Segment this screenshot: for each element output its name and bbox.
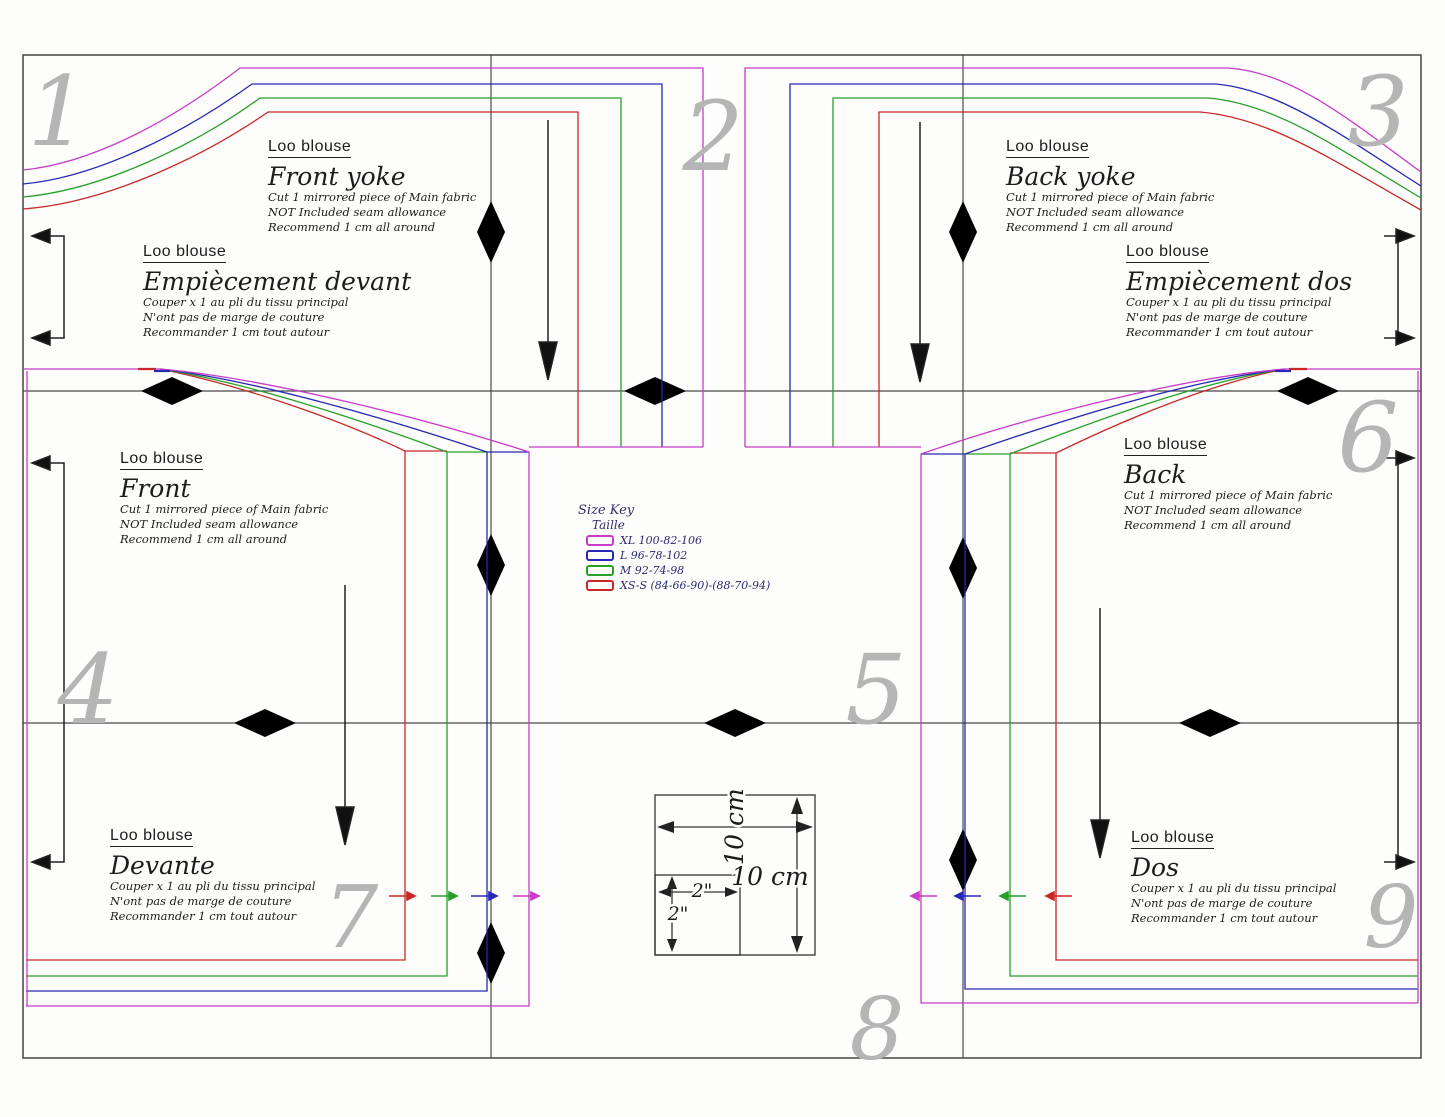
size-key-row-l: L 96-78-102 xyxy=(586,549,770,562)
pattern-name: Loo blouse xyxy=(143,243,226,263)
grainline-front xyxy=(336,585,354,845)
swatch-m xyxy=(586,565,614,576)
pattern-name: Loo blouse xyxy=(1126,243,1209,263)
pattern-name: Loo blouse xyxy=(1131,829,1214,849)
size-key-subtitle: Taille xyxy=(592,518,625,532)
pattern-name: Loo blouse xyxy=(268,138,351,158)
fold-bracket-front-yoke xyxy=(32,229,64,345)
fold-bracket-back-yoke xyxy=(1384,229,1414,345)
pattern-name: Loo blouse xyxy=(1006,138,1089,158)
piece-title: Devante xyxy=(110,851,215,880)
grainline-back-yoke xyxy=(911,122,929,382)
label-back: Loo blouse Back Cut 1 mirrored piece of Main fabric NOT Included seam allowance Recommend 1 cm all around xyxy=(1124,436,1333,532)
swatch-xl xyxy=(586,535,614,546)
piece-title: Empiècement dos xyxy=(1126,267,1353,296)
label-back-yoke: Loo blouse Back yoke Cut 1 mirrored piece of Main fabric NOT Included seam allowance Recommend 1 cm all around xyxy=(1006,138,1215,234)
page-number-6: 6 xyxy=(1337,382,1399,494)
page-number-9: 9 xyxy=(1363,868,1419,968)
test-square xyxy=(655,788,815,955)
label-dos: Loo blouse Dos Couper x 1 au pli du tissu principal N'ont pas de marge de couture Recommander 1 cm tout autour xyxy=(1131,829,1337,925)
piece-title: Front yoke xyxy=(268,162,406,191)
swatch-l xyxy=(586,550,614,561)
grainline-back xyxy=(1091,608,1109,858)
grainline-front-yoke xyxy=(539,120,557,380)
page-number-2: 2 xyxy=(682,81,744,193)
label-front: Loo blouse Front Cut 1 mirrored piece of Main fabric NOT Included seam allowance Recommend 1 cm all around xyxy=(120,450,329,546)
label-front-yoke: Loo blouse Front yoke Cut 1 mirrored piece of Main fabric NOT Included seam allowance Recommend 1 cm all around xyxy=(268,138,477,234)
piece-title: Empiècement devant xyxy=(143,267,412,296)
test-square-inner-height-label: 2" xyxy=(667,903,689,925)
fold-bracket-back xyxy=(1384,451,1414,869)
test-square-width-label: 10 cm xyxy=(720,788,749,866)
label-devante: Loo blouse Devante Couper x 1 au pli du tissu principal N'ont pas de marge de couture Recommander 1 cm tout autour xyxy=(110,827,316,923)
pattern-name: Loo blouse xyxy=(110,827,193,847)
label-empiecement-dos: Loo blouse Empiècement dos Couper x 1 au pli du tissu principal N'ont pas de marge de couture Recommander 1 cm tout autour xyxy=(1126,243,1353,339)
page-number-1: 1 xyxy=(27,56,89,168)
page-number-7: 7 xyxy=(323,868,379,968)
piece-title: Dos xyxy=(1131,853,1179,882)
piece-title: Back xyxy=(1124,460,1187,489)
page-number-4: 4 xyxy=(57,634,119,746)
size-key-row-xs-s: XS-S (84-66-90)-(88-70-94) xyxy=(586,579,770,592)
label-empiecement-devant: Loo blouse Empiècement devant Couper x 1 au pli du tissu principal N'ont pas de marge de couture Recommander 1 cm tout autour xyxy=(143,243,412,339)
size-key-row-xl: XL 100-82-106 xyxy=(586,534,770,547)
size-key-row-m: M 92-74-98 xyxy=(586,564,770,577)
pattern-name: Loo blouse xyxy=(120,450,203,470)
size-key-title: Size Key xyxy=(578,503,635,518)
swatch-xs-s xyxy=(586,580,614,591)
piece-title: Front xyxy=(120,474,191,503)
test-square-inner-width-label: 2" xyxy=(691,880,713,902)
page-number-8: 8 xyxy=(849,980,905,1080)
page-number-5: 5 xyxy=(845,634,907,746)
size-key-legend xyxy=(578,503,770,592)
pattern-name: Loo blouse xyxy=(1124,436,1207,456)
test-square-height-label: 10 cm xyxy=(731,862,809,891)
piece-title: Back yoke xyxy=(1006,162,1136,191)
page-number-3: 3 xyxy=(1347,56,1409,168)
